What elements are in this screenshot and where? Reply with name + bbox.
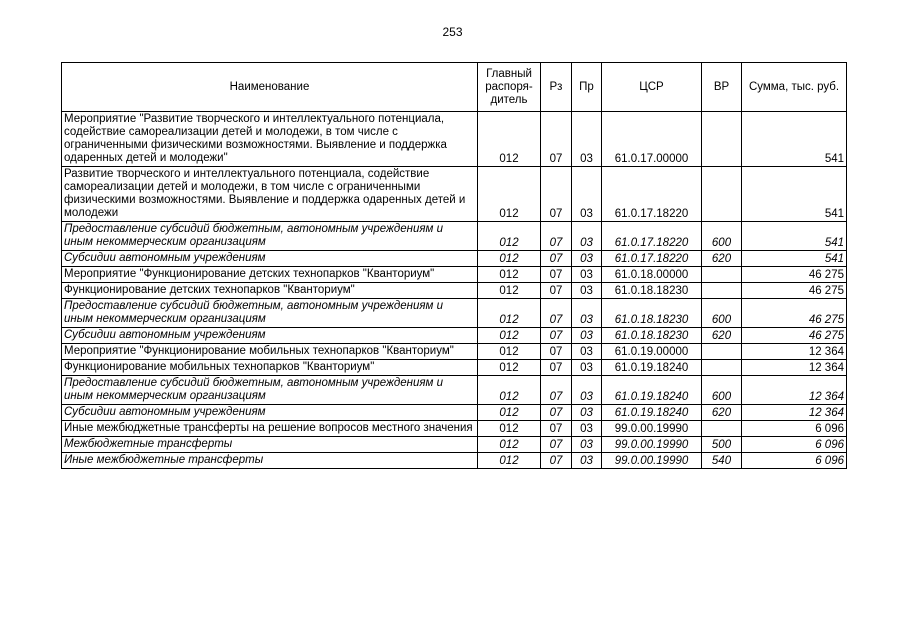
header-target-article: ЦСР [602, 63, 702, 112]
row-vr: 600 [702, 299, 742, 328]
row-rz: 07 [541, 328, 572, 344]
row-gr: 012 [478, 328, 541, 344]
row-pr: 03 [572, 283, 602, 299]
table-row [62, 405, 847, 421]
table-row [62, 167, 847, 222]
header-subsection: Пр [572, 63, 602, 112]
row-sum: 46 275 [742, 328, 847, 344]
row-name: Субсидии автономным учреждениям [62, 328, 478, 344]
row-vr: 620 [702, 328, 742, 344]
row-name: Мероприятие "Функционирование мобильных технопарков "Кванториум" [62, 344, 478, 360]
row-pr: 03 [572, 405, 602, 421]
row-vr [702, 283, 742, 299]
row-vr [702, 344, 742, 360]
row-pr: 03 [572, 222, 602, 251]
row-sum: 541 [742, 112, 847, 167]
row-rz: 07 [541, 283, 572, 299]
row-name: Функционирование детских технопарков "Кванториум" [62, 283, 478, 299]
row-gr: 012 [478, 222, 541, 251]
row-pr: 03 [572, 437, 602, 453]
table-row [62, 328, 847, 344]
row-sum: 46 275 [742, 299, 847, 328]
row-vr [702, 267, 742, 283]
row-gr: 012 [478, 299, 541, 328]
header-expense-type: ВР [702, 63, 742, 112]
row-vr: 620 [702, 251, 742, 267]
table-row [62, 112, 847, 167]
row-vr: 540 [702, 453, 742, 469]
row-csr: 61.0.19.18240 [602, 376, 702, 405]
row-csr: 61.0.18.18230 [602, 299, 702, 328]
row-gr: 012 [478, 251, 541, 267]
row-vr: 620 [702, 405, 742, 421]
row-csr: 61.0.17.18220 [602, 167, 702, 222]
row-gr: 012 [478, 167, 541, 222]
table-row [62, 421, 847, 437]
row-csr: 61.0.17.18220 [602, 251, 702, 267]
row-vr [702, 112, 742, 167]
row-csr: 99.0.00.19990 [602, 421, 702, 437]
row-csr: 61.0.18.18230 [602, 328, 702, 344]
table-row [62, 222, 847, 251]
header-amount: Сумма, тыс. руб. [742, 63, 847, 112]
table-row [62, 437, 847, 453]
row-pr: 03 [572, 421, 602, 437]
row-sum: 541 [742, 251, 847, 267]
row-rz: 07 [541, 437, 572, 453]
row-name: Мероприятие "Развитие творческого и интеллектуального потенциала, содействие самореализации детей и молодежи, в том числе с ограниченными физическими возможностями. Выявление и поддержка одаренных детей и молодежи" [62, 112, 478, 167]
row-vr [702, 421, 742, 437]
table-row [62, 299, 847, 328]
row-sum: 6 096 [742, 453, 847, 469]
row-name: Предоставление субсидий бюджетным, автономным учреждениям и иным некоммерческим организациям [62, 222, 478, 251]
row-pr: 03 [572, 360, 602, 376]
row-sum: 46 275 [742, 267, 847, 283]
row-gr: 012 [478, 421, 541, 437]
row-gr: 012 [478, 376, 541, 405]
table-row [62, 267, 847, 283]
row-csr: 99.0.00.19990 [602, 437, 702, 453]
row-rz: 07 [541, 251, 572, 267]
row-gr: 012 [478, 267, 541, 283]
row-sum: 46 275 [742, 283, 847, 299]
row-gr: 012 [478, 453, 541, 469]
header-section: Рз [541, 63, 572, 112]
row-rz: 07 [541, 453, 572, 469]
row-pr: 03 [572, 299, 602, 328]
row-rz: 07 [541, 376, 572, 405]
header-row [62, 63, 847, 112]
row-sum: 12 364 [742, 405, 847, 421]
table-row [62, 453, 847, 469]
row-csr: 61.0.18.18230 [602, 283, 702, 299]
row-csr: 61.0.18.00000 [602, 267, 702, 283]
page-number: 253 [442, 25, 463, 39]
row-rz: 07 [541, 167, 572, 222]
table-row [62, 283, 847, 299]
row-sum: 541 [742, 167, 847, 222]
row-name: Предоставление субсидий бюджетным, автономным учреждениям и иным некоммерческим организациям [62, 299, 478, 328]
row-pr: 03 [572, 344, 602, 360]
row-vr [702, 360, 742, 376]
row-csr: 61.0.17.00000 [602, 112, 702, 167]
row-gr: 012 [478, 437, 541, 453]
row-rz: 07 [541, 360, 572, 376]
row-sum: 6 096 [742, 421, 847, 437]
row-sum: 12 364 [742, 360, 847, 376]
row-gr: 012 [478, 344, 541, 360]
row-csr: 99.0.00.19990 [602, 453, 702, 469]
row-vr: 600 [702, 222, 742, 251]
row-rz: 07 [541, 112, 572, 167]
row-gr: 012 [478, 360, 541, 376]
row-name: Субсидии автономным учреждениям [62, 251, 478, 267]
row-csr: 61.0.19.18240 [602, 360, 702, 376]
row-name: Иные межбюджетные трансферты [62, 453, 478, 469]
row-pr: 03 [572, 328, 602, 344]
table-row [62, 251, 847, 267]
header-main-manager: Главный распоря-дитель [478, 63, 541, 112]
row-vr [702, 167, 742, 222]
row-sum: 12 364 [742, 344, 847, 360]
row-csr: 61.0.19.18240 [602, 405, 702, 421]
row-csr: 61.0.17.18220 [602, 222, 702, 251]
row-name: Функционирование мобильных технопарков "Кванториум" [62, 360, 478, 376]
budget-table [61, 62, 847, 469]
row-pr: 03 [572, 167, 602, 222]
table-row [62, 344, 847, 360]
row-sum: 12 364 [742, 376, 847, 405]
row-gr: 012 [478, 112, 541, 167]
row-pr: 03 [572, 267, 602, 283]
row-pr: 03 [572, 453, 602, 469]
header-name: Наименование [62, 63, 478, 112]
row-rz: 07 [541, 267, 572, 283]
row-name: Предоставление субсидий бюджетным, автономным учреждениям и иным некоммерческим организациям [62, 376, 478, 405]
row-rz: 07 [541, 421, 572, 437]
row-rz: 07 [541, 405, 572, 421]
row-pr: 03 [572, 376, 602, 405]
row-pr: 03 [572, 251, 602, 267]
row-sum: 6 096 [742, 437, 847, 453]
row-gr: 012 [478, 405, 541, 421]
row-name: Межбюджетные трансферты [62, 437, 478, 453]
table-row [62, 376, 847, 405]
row-rz: 07 [541, 344, 572, 360]
row-gr: 012 [478, 283, 541, 299]
row-name: Мероприятие "Функционирование детских технопарков "Кванториум" [62, 267, 478, 283]
row-vr: 600 [702, 376, 742, 405]
row-sum: 541 [742, 222, 847, 251]
row-vr: 500 [702, 437, 742, 453]
row-csr: 61.0.19.00000 [602, 344, 702, 360]
row-name: Иные межбюджетные трансферты на решение вопросов местного значения [62, 421, 478, 437]
row-pr: 03 [572, 112, 602, 167]
row-rz: 07 [541, 222, 572, 251]
row-name: Развитие творческого и интеллектуального потенциала, содействие самореализации детей и молодежи, в том числе с ограниченными физическими возможностями. Выявление и поддержка одаренных детей и молодежи [62, 167, 478, 222]
row-name: Субсидии автономным учреждениям [62, 405, 478, 421]
table-row [62, 360, 847, 376]
row-rz: 07 [541, 299, 572, 328]
